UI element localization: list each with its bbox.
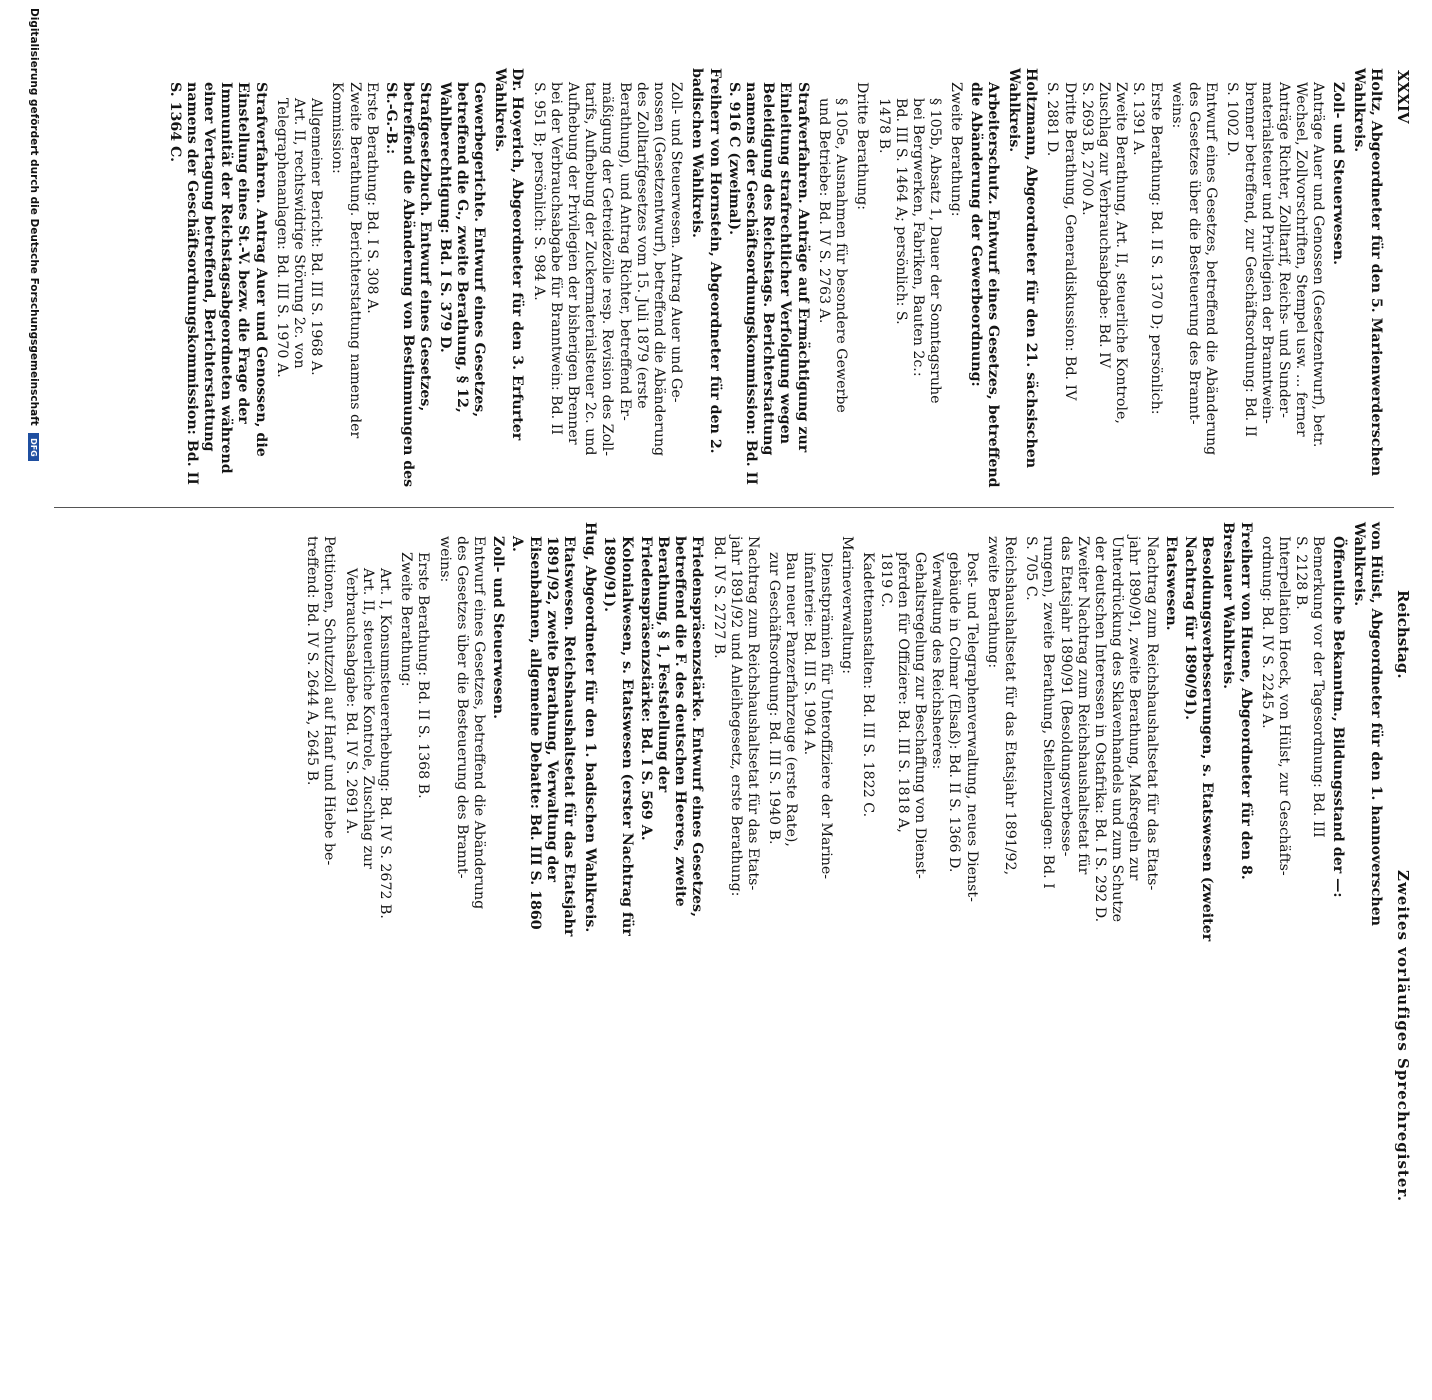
reference-line: jahr 1891/92 und Anleihegesetz, erste Berathung: <box>727 536 744 897</box>
register-subject: Etatswesen. <box>1162 536 1179 631</box>
reference-line: rungen), zweite Berathung, Stellenzulagen: Bd. I <box>1040 536 1057 889</box>
register-entry-heading: Freiherr von Huene, Abgeordneter für den 8. Breslauer Wahlkreis. <box>1220 522 1254 880</box>
reference-line: brenner betreffend, zur Geschäftsordnung: Bd. II <box>1241 82 1258 437</box>
reference-line: Erste Berathung: Bd. II S. 1368 B. <box>415 552 432 799</box>
reference-line: des Gesetzes über die Besteuerung des Brannt- <box>1185 82 1202 425</box>
reference-line: Anträge Richter, Zolltarif, Reichs- und Sunder- <box>1275 82 1292 418</box>
register-reference-block <box>328 68 380 493</box>
reference-line: ordnung: Bd. IV S. 2245 A. <box>1258 536 1275 729</box>
reference-line: Reichshaushaltsetat für das Etatsjahr 1891/92, <box>1001 536 1018 876</box>
register-reference-block <box>709 522 761 947</box>
reference-line: Zweite Berathung. Berichterstattung namens der <box>346 82 363 439</box>
reference-line: Bd. III S. 1464 A; persönlich: S. <box>892 98 909 325</box>
reference-line: Bd. IV S. 2727 B. <box>710 536 727 659</box>
reference-line: das Etatsjahr 1890/91 (Besoldungsverbesse- <box>1057 536 1074 857</box>
register-subject: Etatswesen. Reichshaushaltsetat für das Etatsjahr 1891/92, zweite Berathung, Verwaltung der Eisenbahnen, allgemeine Debatte: Bd. III S. 1860 A. <box>509 536 578 937</box>
register-entry-heading: Holtz, Abgeordneter für den 5. Marienwerderschen Wahlkreis. <box>1350 68 1384 477</box>
reference-line: der deutschen Interessen in Ostafrika: Bd. I S. 292 D. <box>1091 536 1108 923</box>
dfg-logo-icon: DFG <box>29 433 40 461</box>
reference-line: § 105e, Ausnahmen für besondere Gewerbe <box>833 98 850 413</box>
reference-line: Art. II, steuerliche Kontrole, Zuschlag zur <box>359 568 376 869</box>
reference-line: bei Bergwerken, Fabriken, Bauten 2c.: <box>909 98 926 377</box>
register-subject: Gewerbegerichte. Entwurf eines Gesetzes, betreffend die G., zweite Berathung, § 12, Wahlberechtigung: Bd. I S. 379 D. <box>436 82 488 418</box>
reference-line: Zweite Berathung, Art. II, steuerliche Kontrole, <box>1113 82 1130 424</box>
reference-line: treffend: Bd. IV S. 2644 A, 2645 B. <box>304 536 321 786</box>
reference-line: des Gesetzes über die Besteuerung des Brannt- <box>453 536 470 879</box>
reference-line: S. 1391 A. <box>1130 82 1147 156</box>
reference-line: Art. I, Konsumsteuererhebung: Bd. IV S. 2672 B. <box>377 568 394 919</box>
reference-line: Erste Berathung: Bd. II S. 1370 D; persönlich: <box>1147 82 1164 415</box>
reference-line: Anträge Auer und Genossen (Gesetzentwurf), betr. <box>1310 82 1327 448</box>
register-entry-heading: Holtzmann, Abgeordneter für den 21. sächsischen Wahlkreis. <box>1005 68 1040 469</box>
register-reference-block <box>1168 68 1220 493</box>
register-reference-block <box>397 522 431 947</box>
page-subtitle: Zweites vorläufiges Sprechregister. <box>1394 870 1412 1203</box>
reference-line: Gehaltsregelung zur Beschaffung von Dienst- <box>911 552 928 879</box>
register-reference-block <box>273 68 325 493</box>
register-reference-block <box>1223 68 1326 493</box>
reference-line: Dritte Berathung, Generaldiskussion: Bd. IV <box>1061 82 1078 401</box>
register-entry-heading: von Hülst, Abgeordneter für den 1. hannoverschen Wahlkreis. <box>1350 522 1384 926</box>
reference-line: S. 2128 B. <box>1293 536 1310 610</box>
footer-text: Digitalisierung gefördert durch die Deutsche Forschungsgemeinschaft <box>28 8 40 426</box>
reference-line: Zuschlag zur Verbrauchsabgabe: Bd. IV <box>1095 82 1112 369</box>
register-reference-block <box>838 522 855 947</box>
reference-line: und Betriebe: Bd. IV S. 2763 A. <box>815 98 832 324</box>
reference-line: Dritte Berathung: <box>854 82 871 211</box>
reference-line: jahr 1890/91, zweite Berathung, Maßregeln zur <box>1126 536 1143 881</box>
reference-line: Verwaltung des Reichsheeres: <box>929 552 946 770</box>
reference-line: Erste Berathung: Bd. I S. 308 A. <box>363 82 380 314</box>
register-reference-block <box>341 522 393 947</box>
left-column <box>69 68 1384 493</box>
reference-line: S. 2881 D. <box>1044 82 1061 157</box>
reference-line: Zweite Berathung: <box>948 82 965 217</box>
reference-line: Kommission: <box>329 82 346 174</box>
reference-line: Telegraphenanlagen: Bd. III S. 1970 A. <box>273 98 290 378</box>
reference-line: 1819 C. <box>877 552 894 608</box>
reference-line: Berathung), und Antrag Richter, betreffend Er- <box>616 82 633 421</box>
page-number: XXXIV <box>1394 70 1412 124</box>
reference-line: weins: <box>436 536 453 583</box>
reference-line: Post- und Telegraphenverwaltung, neues Dienst- <box>963 552 980 902</box>
register-reference-block <box>984 522 1018 947</box>
register-reference-block <box>859 522 979 947</box>
register-subject: Besoldungsverbesserungen, s. Etatswesen (zweiter Nachtrag für 1890/91). <box>1181 536 1216 942</box>
register-reference-block <box>947 68 964 493</box>
reference-line: 1478 B. <box>875 98 892 154</box>
reference-line: Zoll- und Steuerwesen. Antrag Auer und Ge- <box>668 82 685 403</box>
reference-line: Allgemeiner Bericht: Bd. III S. 1968 A. <box>308 98 325 376</box>
reference-line: infanterie: Bd. III S. 1904 A. <box>800 552 817 756</box>
register-reference-block <box>815 68 849 493</box>
register-subject: Öffentliche Bekanntm., Bildungsstand der —: <box>1329 536 1346 898</box>
register-entry-heading: Freiherr von Hornstein, Abgeordneter für den 2. badischen Wahlkreis. <box>689 68 723 454</box>
register-reference-block <box>435 522 487 947</box>
reference-line: mäßigung der Getreidezölle resp. Revision des Zoll- <box>599 82 616 457</box>
register-subject: Zoll- und Steuerwesen. <box>490 536 507 720</box>
register-subject: Strafverfahren. Antrag Auer und Genossen, die Einstellung eines St.-V. bezw. die Frage der Immunität der Reichstagsabgeordneten während einer Vertagung betreffend, Berichterstattung namens der Geschäftsordnungskommission: Bd. II S. 1364 C. <box>166 82 269 485</box>
reference-line: Bemerkung vor der Tagesordnung: Bd. III <box>1310 536 1327 838</box>
register-subject: Friedenspräsenzstärke. Entwurf eines Gesetzes, betreffend die F. des deutschen Heeres, zweite Berathung, § 1, Feststellung der Friedenspräsenzstärke: Bd. I S. 569 A. <box>637 536 706 918</box>
reference-line: Art. II, rechtswidrige Störung 2c. von <box>291 98 308 369</box>
reference-line: materialsteuer und Privilegien der Branntwein- <box>1258 82 1275 424</box>
register-subject: Strafverfahren. Anträge auf Ermächtigung zur Einleitung strafrechtlicher Verfolgung wegen Beleidigung des Reichstags. Berichterstattung namens der Geschäftsordnungskommission: Bd. II S. 916 C (zweimal). <box>725 82 811 485</box>
reference-line: Wechsel, Zollvorschriften, Stempel usw. ... ferner <box>1293 82 1310 437</box>
reference-line: tarifs, Aufhebung der Zuckermaterialsteuer 2c. und <box>582 82 599 456</box>
register-reference-block <box>874 68 943 493</box>
reference-line: Dienstprämien für Unteroffiziere der Marine- <box>817 552 834 880</box>
reference-line: weins: <box>1168 82 1185 129</box>
register-subject: Kolonialwesen, s. Etatswesen (erster Nachtrag für 1890/91). <box>601 536 635 936</box>
reference-line: Entwurf eines Gesetzes, betreffend die Abänderung <box>1203 82 1220 456</box>
register-reference-block <box>1258 522 1327 947</box>
reference-line: Unterdrückung des Sklavenhandels und zum Schutze <box>1109 536 1126 923</box>
reference-line: Verbrauchsabgabe: Bd. IV S. 2691 A. <box>342 568 359 835</box>
right-column <box>69 522 1384 947</box>
column-divider <box>54 507 1394 508</box>
register-reference-block <box>1043 68 1163 493</box>
reference-line: des Zolltarifgesetzes vom 15. Juli 1879 (erste <box>633 82 650 409</box>
register-reference-block <box>529 68 684 493</box>
register-reference-block <box>303 522 337 947</box>
reference-line: Nachtrag zum Reichshaushaltsetat für das Etats- <box>1143 536 1160 891</box>
reference-line: Zweiter Nachtrag zum Reichshaushaltsetat für <box>1074 536 1091 875</box>
reference-line: bei der Verbrauchsabgabe für Branntwein: Bd. II <box>547 82 564 435</box>
reference-line: S. 1002 D. <box>1224 82 1241 157</box>
reference-line: Kadettenanstalten: Bd. III S. 1822 C. <box>860 552 877 818</box>
digitization-footer <box>24 8 40 998</box>
register-subject: Arbeiterschutz. Entwurf eines Gesetzes, betreffend die Abänderung der Gewerbeordnung: <box>967 82 1001 488</box>
reference-line: Zweite Berathung: <box>398 552 415 687</box>
reference-line: S. 2693 B, 2700 A. <box>1078 82 1095 216</box>
reference-line: Aufhebung der Privilegien der bisherigen Brenner <box>565 82 582 445</box>
reference-line: zur Geschäftsordnung: Bd. III S. 1940 B. <box>766 552 783 845</box>
reference-line: S. 705 C. <box>1023 536 1040 601</box>
page-header <box>1392 70 1412 1400</box>
register-subject: Strafgesetzbuch. Entwurf eines Gesetzes, betreffend die Abänderung von Bestimmungen des St.-G.-B.: <box>383 82 434 488</box>
reference-line: Entwurf eines Gesetzes, betreffend die Abänderung <box>471 536 488 910</box>
register-entry-heading: Hug, Abgeordneter für den 1. badischen Wahlkreis. <box>582 522 599 933</box>
register-entry-heading: Dr. Hoyerich, Abgeordneter für den 3. Erfurter Wahlkreis. <box>492 68 526 441</box>
reference-line: Nachtrag zum Reichshaushaltsetat für das Etats- <box>745 536 762 891</box>
reference-line: Marineverwaltung: <box>839 536 856 675</box>
reference-line: S. 951 B; persönlich: S. 984 A. <box>530 82 547 301</box>
reference-line: zweite Berathung: <box>984 536 1001 669</box>
reference-line: Petitionen, Schutzzoll auf Hanf und Hiebe be- <box>321 536 338 866</box>
reference-line: § 105b, Absatz 1, Dauer der Sonntagsruhe <box>927 98 944 404</box>
register-reference-block <box>853 68 870 493</box>
reference-line: Interpellation Hoeck, von Hülst, zur Geschäfts- <box>1275 536 1292 876</box>
page-title: Reichstag. <box>1394 590 1412 679</box>
reference-line: nossen (Gesetzentwurf), betreffend die Abänderung <box>651 82 668 457</box>
register-reference-block <box>1022 522 1160 947</box>
register-subject: Zoll- und Steuerwesen. <box>1329 82 1346 266</box>
register-reference-block <box>765 522 834 947</box>
reference-line: pferden für Offiziere: Bd. III S. 1818 A, <box>894 552 911 833</box>
reference-line: gebäude in Colmar (Elsaß): Bd. II S. 1366 D. <box>946 552 963 873</box>
reference-line: Bau neuer Panzerfahrzeuge (erste Rate), <box>783 552 800 847</box>
